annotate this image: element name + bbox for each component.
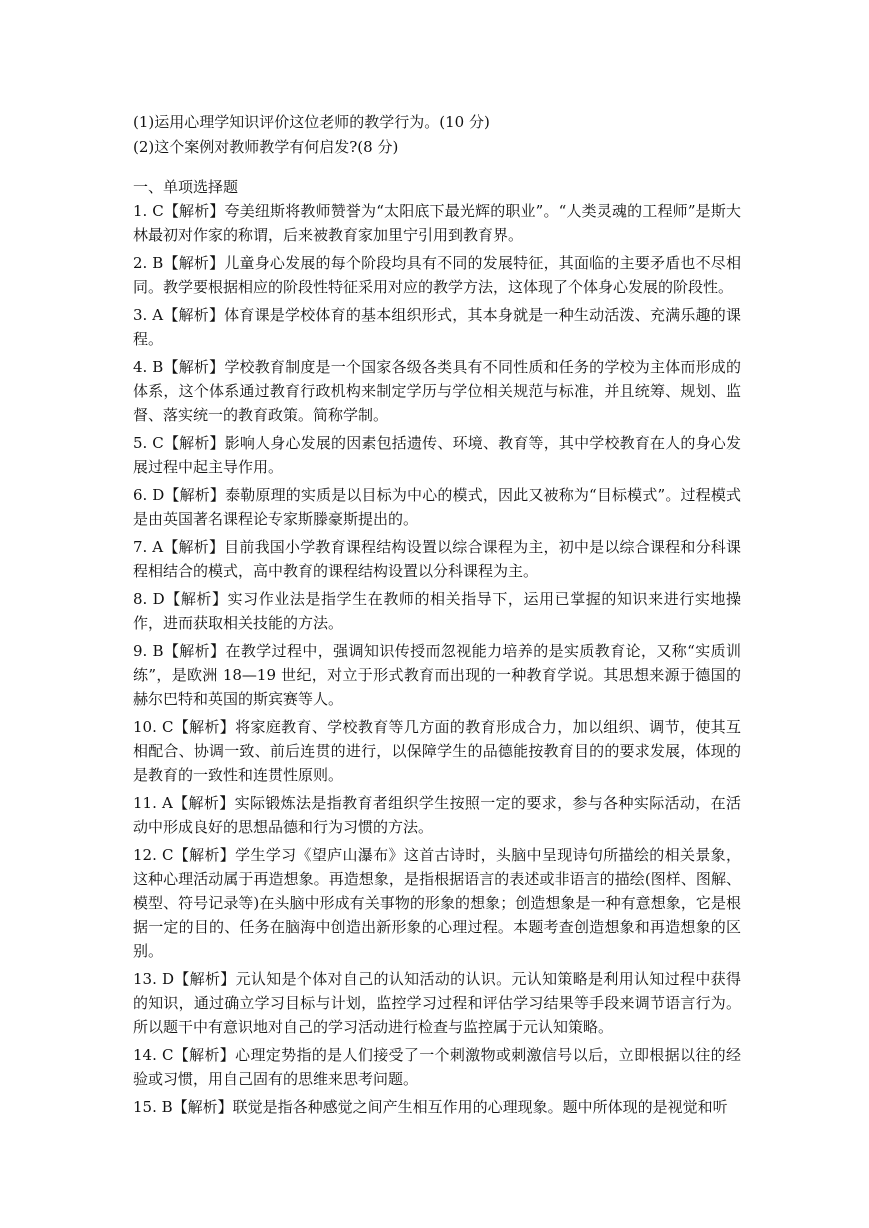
answer-item: 2. B【解析】儿童身心发展的每个阶段均具有不同的发展特征，其面临的主要矛盾也不尽相同。教学要根据相应的阶段性特征采用对应的教学方法，这体现了个体身心发展的阶段性。 xyxy=(133,254,741,296)
answer-item: 8. D【解析】实习作业法是指学生在教师的相关指导下，运用已掌握的知识来进行实地操作，进而获取相关技能的方法。 xyxy=(133,590,741,632)
answer-item: 15. B【解析】联觉是指各种感觉之间产生相互作用的心理现象。题中所体现的是视觉和听 xyxy=(133,1098,728,1116)
question-item: (1)运用心理学知识评价这位老师的教学行为。(10 分) xyxy=(133,113,490,131)
answer-item: 5. C【解析】影响人身心发展的因素包括遗传、环境、教育等，其中学校教育在人的身心发展过程中起主导作用。 xyxy=(133,434,741,476)
question-item: (2)这个案例对教师教学有何启发?(8 分) xyxy=(133,138,399,156)
answer-item: 9. B【解析】在教学过程中，强调知识传授而忽视能力培养的是实质教育论，又称“实质训练”，是欧洲 18—19 世纪，对立于形式教育而出现的一种教育学说。其思想来源于德国的赫尔巴特和英国的斯宾赛等人。 xyxy=(133,642,741,708)
essay-questions xyxy=(133,110,753,160)
answer-item: 14. C【解析】心理定势指的是人们接受了一个刺激物或刺激信号以后，立即根据以往的经验或习惯，用自己固有的思维来思考问题。 xyxy=(133,1046,741,1088)
answer-item: 1. C【解析】夸美纽斯将教师赞誉为“太阳底下最光辉的职业”。“人类灵魂的工程师”是斯大林最初对作家的称谓，后来被教育家加里宁引用到教育界。 xyxy=(133,202,741,244)
answer-item: 10. C【解析】将家庭教育、学校教育等几方面的教育形成合力，加以组织、调节，使其互相配合、协调一致、前后连贯的进行，以保障学生的品德能按教育目的的要求发展，体现的是教育的一致性和连贯性原则。 xyxy=(133,718,741,784)
answer-item: 6. D【解析】泰勒原理的实质是以目标为中心的模式，因此又被称为“目标模式”。过程模式是由英国著名课程论专家斯滕豪斯提出的。 xyxy=(133,486,741,528)
answer-item: 12. C【解析】学生学习《望庐山瀑布》这首古诗时，头脑中呈现诗句所描绘的相关景象，这种心理活动属于再造想象。再造想象，是指根据语言的表述或非语言的描绘(图样、图解、模型、符号记录等)在头脑中形成有关事物的形象的想象；创造想象是一种有意想象，它是根据一定的目的、任务在脑海中创造出新形象的心理过程。本题考查创造想象和再造想象的区别。 xyxy=(133,846,741,960)
answer-item: 4. B【解析】学校教育制度是一个国家各级各类具有不同性质和任务的学校为主体而形成的体系，这个体系通过教育行政机构来制定学历与学位相关规范与标准，并且统筹、规划、监督、落实统一的教育政策。简称学制。 xyxy=(133,358,741,424)
section-title: 一、单项选择题 xyxy=(133,178,239,196)
answer-item: 7. A【解析】目前我国小学教育课程结构设置以综合课程为主，初中是以综合课程和分科课程相结合的模式，高中教育的课程结构设置以分科课程为主。 xyxy=(133,538,741,580)
answer-item: 13. D【解析】元认知是个体对自己的认知活动的认识。元认知策略是利用认知过程中获得的知识，通过确立学习目标与计划，监控学习过程和评估学习结果等手段来调节语言行为。所以题干中有意识地对自己的学习活动进行检查与监控属于元认知策略。 xyxy=(133,970,741,1036)
answer-list xyxy=(133,199,741,1123)
answer-item: 11. A【解析】实际锻炼法是指教育者组织学生按照一定的要求，参与各种实际活动，在活动中形成良好的思想品德和行为习惯的方法。 xyxy=(133,794,741,836)
answer-item: 3. A【解析】体育课是学校体育的基本组织形式，其本身就是一种生动活泼、充满乐趣的课程。 xyxy=(133,306,741,348)
